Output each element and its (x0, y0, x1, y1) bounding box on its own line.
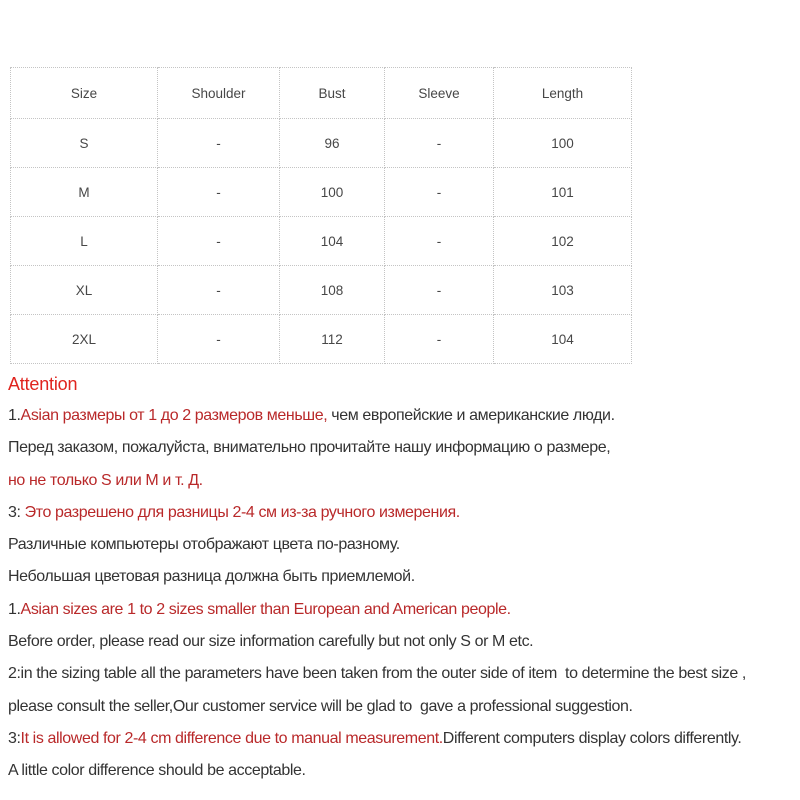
attention-line (8, 529, 800, 561)
table-header-row (11, 68, 632, 119)
attention-line (8, 723, 800, 755)
table-cell: 112 (280, 315, 385, 364)
table-cell: 101 (494, 168, 632, 217)
attention-line (8, 691, 800, 723)
attention-title: Attention (8, 374, 78, 394)
table-header-cell: Shoulder (158, 68, 280, 119)
table-cell: 103 (494, 266, 632, 315)
table-body (11, 119, 632, 364)
table-cell: S (11, 119, 158, 168)
attention-segment: 2:in the sizing table all the parameters have been taken from the outer side of item to determine the best size , (8, 665, 746, 683)
attention-line (8, 432, 800, 464)
table-header-cell: Bust (280, 68, 385, 119)
attention-line (8, 465, 800, 497)
table-header-cell: Size (11, 68, 158, 119)
attention-segment: A little color difference should be acceptable. (8, 762, 306, 780)
table-cell: - (385, 168, 494, 217)
attention-segment: Before order, please read our size information carefully but not only S or M etc. (8, 633, 534, 651)
size-table (10, 67, 632, 364)
attention-segment: It is allowed for 2-4 cm difference due to manual measurement. (20, 729, 443, 747)
attention-segment: 1. (8, 600, 21, 618)
attention-line (8, 658, 800, 690)
attention-line (8, 755, 800, 787)
table-cell: 2XL (11, 315, 158, 364)
table-cell: - (385, 266, 494, 315)
table-row (11, 315, 632, 364)
attention-line (8, 497, 800, 529)
table-cell: - (158, 168, 280, 217)
table-row (11, 168, 632, 217)
table-header-cell: Length (494, 68, 632, 119)
attention-segment: Это разрешено для разницы 2-4 см из-за ручного измерения. (24, 503, 460, 521)
table-cell: L (11, 217, 158, 266)
table-row (11, 266, 632, 315)
table-cell: - (158, 266, 280, 315)
table-cell: - (385, 315, 494, 364)
attention-line (8, 561, 800, 593)
attention-line (8, 626, 800, 658)
table-row (11, 119, 632, 168)
table-cell: 96 (280, 119, 385, 168)
attention-line (8, 400, 800, 432)
attention-segment: Различные компьютеры отображают цвета по-разному. (8, 536, 400, 554)
table-cell: 102 (494, 217, 632, 266)
table-header-cell: Sleeve (385, 68, 494, 119)
attention-segment: но не только S или M и т. Д. (8, 471, 203, 489)
table-cell: M (11, 168, 158, 217)
table-cell: - (158, 217, 280, 266)
attention-segment: Перед заказом, пожалуйста, внимательно прочитайте нашу информацию о размере, (8, 439, 611, 457)
table-cell: 104 (494, 315, 632, 364)
attention-segment: Different computers display colors differently. (442, 729, 742, 747)
attention-segment: 3: (8, 503, 25, 521)
attention-segment: 3: (8, 729, 21, 747)
attention-segment: please consult the seller,Our customer service will be glad to gave a professional suggestion. (8, 697, 633, 715)
table-cell: XL (11, 266, 158, 315)
table-cell: - (158, 315, 280, 364)
attention-segment: 1. (8, 407, 21, 424)
attention-segment: Asian размеры от 1 до 2 размеров меньше, (20, 407, 328, 424)
attention-segment: Небольшая цветовая разница должна быть приемлемой. (8, 568, 415, 586)
table-cell: 104 (280, 217, 385, 266)
table-row (11, 217, 632, 266)
table-cell: 100 (494, 119, 632, 168)
table-cell: 108 (280, 266, 385, 315)
size-table-grid (10, 67, 632, 364)
attention-line (8, 594, 800, 626)
table-cell: - (158, 119, 280, 168)
table-cell: - (385, 217, 494, 266)
attention-segment: чем европейские и американские люди. (327, 407, 615, 424)
attention-segment: Asian sizes are 1 to 2 sizes smaller than European and American people. (20, 600, 511, 618)
table-cell: 100 (280, 168, 385, 217)
attention-text-block (8, 400, 800, 788)
table-cell: - (385, 119, 494, 168)
